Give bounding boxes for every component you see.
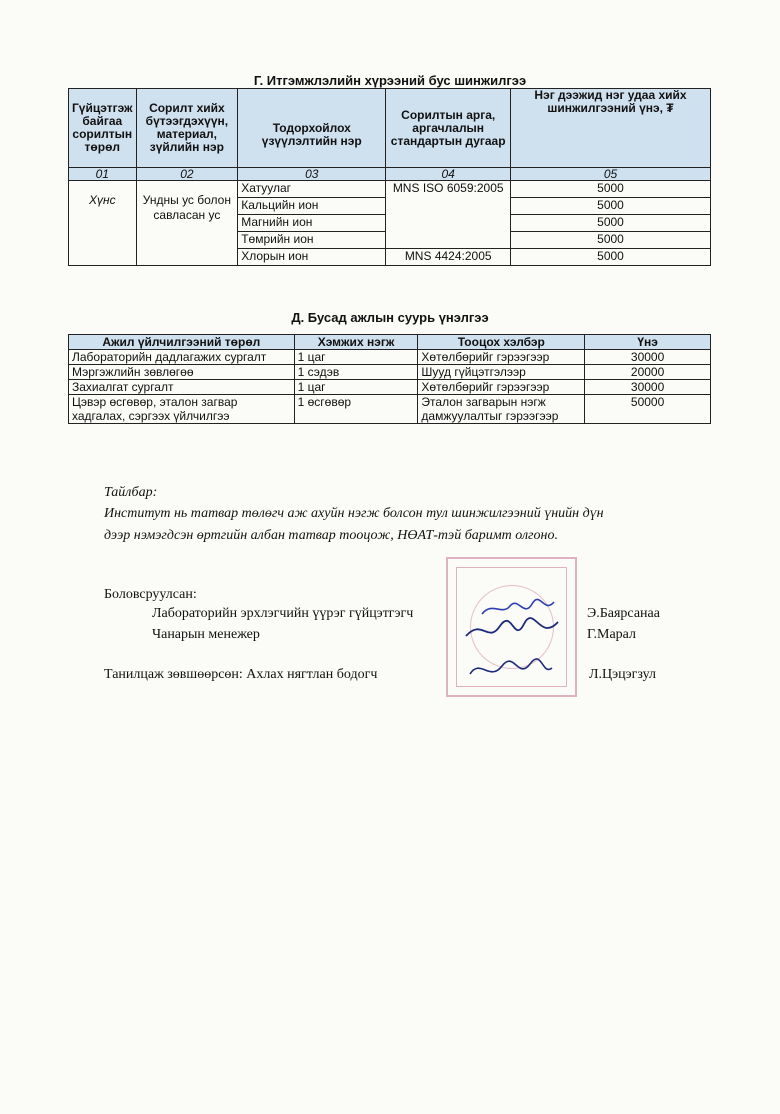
index-04: 04 xyxy=(386,168,511,181)
role-quality-manager: Чанарын менежер xyxy=(152,627,260,642)
role-lab-head: Лабораторийн эрхлэгчийн үүрэг гүйцэтгэгч xyxy=(152,606,414,621)
price-cell: 5000 xyxy=(511,181,711,198)
method-cell: MNS ISO 6059:2005 xyxy=(386,181,511,249)
unit-cell: 1 цаг xyxy=(294,350,418,365)
header-indicator: Тодорхойлох үзүүлэлтийн нэр xyxy=(238,89,386,168)
non-accredited-tests-table xyxy=(68,88,711,266)
method-cell: MNS 4424:2005 xyxy=(386,249,511,266)
header-test-type: Гүйцэтгэж байгаа сорилтын төрөл xyxy=(69,89,137,168)
price-cell: 5000 xyxy=(511,198,711,215)
price-cell: 5000 xyxy=(511,215,711,232)
header-service: Ажил үйлчилгээний төрөл xyxy=(69,335,295,350)
price-cell: 5000 xyxy=(511,232,711,249)
header-price: Нэг дээжид нэг удаа хийх шинжилгээний үнэ, ₮ xyxy=(511,89,711,168)
prepared-label: Боловсруулсан: xyxy=(104,587,197,602)
header-basis: Тооцох хэлбэр xyxy=(418,335,585,350)
price-cell: 50000 xyxy=(585,395,711,424)
service-cell: Цэвэр өсгөвөр, эталон загвар хадгалах, сэргээх үйлчилгээ xyxy=(69,395,295,424)
price-cell: 30000 xyxy=(585,380,711,395)
note-line-1: Институт нь татвар төлөгч аж ахуйн нэгж болсон тул шинжилгээний үнийн дүн xyxy=(104,506,604,521)
section-d-title: Д. Бусад ажлын суурь үнэлгээ xyxy=(291,310,489,325)
service-cell: Мэргэжлийн зөвлөгөө xyxy=(69,365,295,380)
index-03: 03 xyxy=(238,168,386,181)
note-line-2: дээр нэмэгдсэн өртгийн албан татвар тооцож, НӨАТ-тэй баримт олгоно. xyxy=(104,528,558,543)
unit-cell: 1 өсгөвөр xyxy=(294,395,418,424)
signature-marks xyxy=(462,596,562,686)
indicator-cell: Хатуулаг xyxy=(238,181,386,198)
header-price: Үнэ xyxy=(585,335,711,350)
unit-cell: 1 сэдэв xyxy=(294,365,418,380)
header-method: Сорилтын арга, аргачлалын стандартын дугаар xyxy=(386,89,511,168)
service-cell: Лабораторийн дадлагажих сургалт xyxy=(69,350,295,365)
indicator-cell: Кальцийн ион xyxy=(238,198,386,215)
service-cell: Захиалгат сургалт xyxy=(69,380,295,395)
note-label: Тайлбар: xyxy=(104,485,158,500)
other-services-table xyxy=(68,334,711,424)
indicator-cell: Магнийн ион xyxy=(238,215,386,232)
indicator-cell: Төмрийн ион xyxy=(238,232,386,249)
section-g-title: Г. Итгэмжлэлийн хүрээний бус шинжилгээ xyxy=(253,73,527,88)
name-quality-manager: Г.Марал xyxy=(587,627,636,642)
price-cell: 20000 xyxy=(585,365,711,380)
basis-cell: Хөтөлбөрийг гэрээгээр xyxy=(418,380,585,395)
name-accountant: Л.Цэцэгзул xyxy=(589,667,656,682)
unit-cell: 1 цаг xyxy=(294,380,418,395)
name-lab-head: Э.Баярсанаа xyxy=(587,606,660,621)
price-cell: 30000 xyxy=(585,350,711,365)
test-type-cell: Хүнс xyxy=(69,181,137,266)
approved-label: Танилцаж зөвшөөрсөн: Ахлах нягтлан бодогч xyxy=(104,667,378,682)
product-cell: Ундны ус болон савласан ус xyxy=(136,181,238,266)
header-product: Сорилт хийх бүтээгдэхүүн, материал, зүйлийн нэр xyxy=(136,89,238,168)
index-05: 05 xyxy=(511,168,711,181)
header-unit: Хэмжих нэгж xyxy=(294,335,418,350)
basis-cell: Шууд гүйцэтгэлээр xyxy=(418,365,585,380)
index-01: 01 xyxy=(69,168,137,181)
indicator-cell: Хлорын ион xyxy=(238,249,386,266)
index-02: 02 xyxy=(136,168,238,181)
price-cell: 5000 xyxy=(511,249,711,266)
basis-cell: Эталон загварын нэгж дамжуулалтыг гэрээгээр xyxy=(418,395,585,424)
basis-cell: Хөтөлбөрийг гэрээгээр xyxy=(418,350,585,365)
